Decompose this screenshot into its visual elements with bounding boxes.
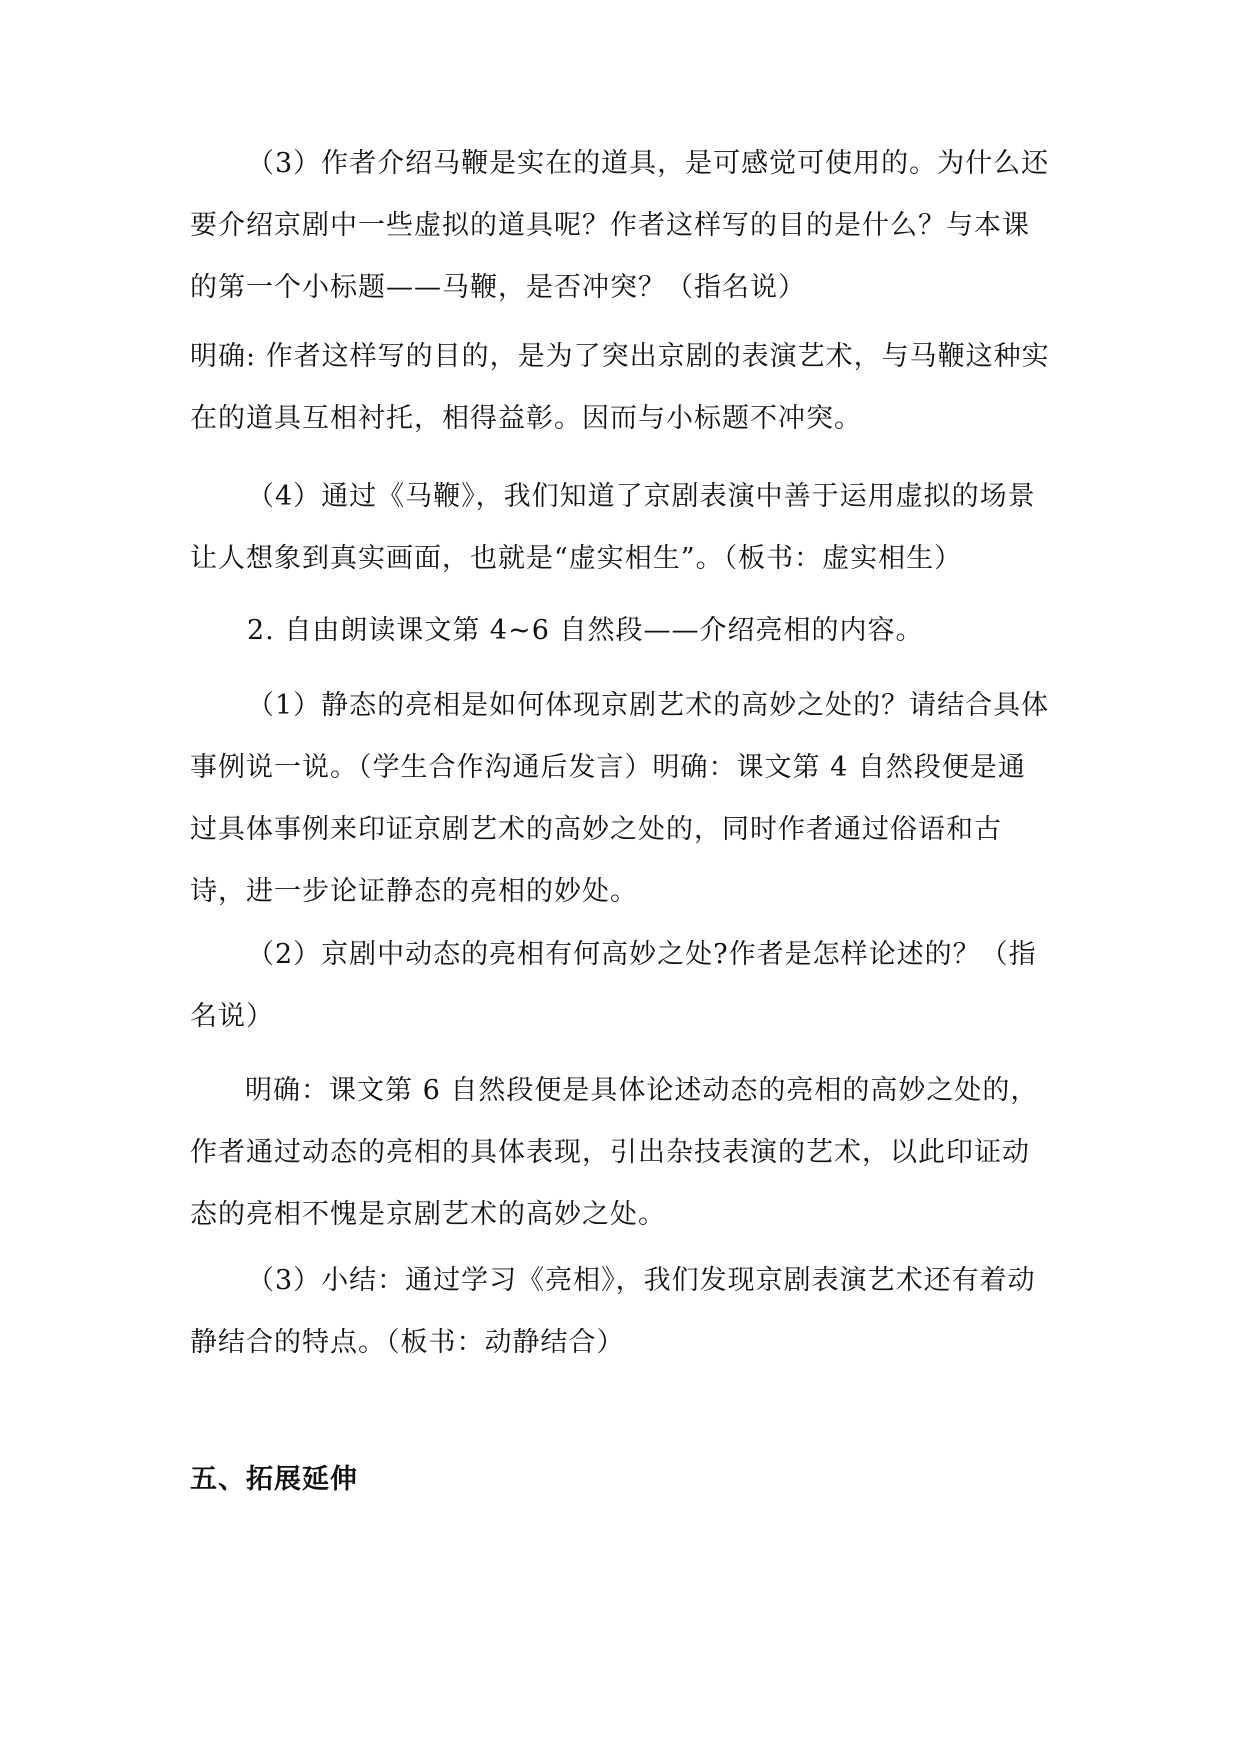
paragraph-answer-dynamic: 明确：课文第 6 自然段便是具体论述动态的亮相的高妙之处的，作者通过动态的亮相的具体表现，引出杂技表演的艺术，以此印证动态的亮相不愧是京剧艺术的高妙之处。	[190, 1075, 1039, 1230]
paragraph-q3-props: （3）作者介绍马鞭是实在的道具，是可感觉可使用的。为什么还要介绍京剧中一些虚拟的道具呢？作者这样写的目的是什么？与本课的第一个小标题——马鞭，是否冲突？（指名说）	[190, 148, 1050, 303]
paragraph-task-2: 2. 自由朗读课文第 4~6 自然段——介绍亮相的内容。	[247, 615, 924, 646]
section-heading-extension: 五、拓展延伸	[190, 1464, 358, 1495]
paragraph-q2-dynamic-pose: （2）京剧中动态的亮相有何高妙之处?作者是怎样论述的？（指名说）	[190, 939, 1037, 1032]
paragraph-q1-static-pose: （1）静态的亮相是如何体现京剧艺术的高妙之处的？请结合具体事例说一说。（学生合作沟通后发言）明确：课文第 4 自然段便是通过具体事例来印证京剧艺术的高妙之处的，同时作者通过俗语和古诗，进一步论证静态的亮相的妙处。	[190, 690, 1050, 907]
paragraph-answer-props: 明确: 作者这样写的目的，是为了突出京剧的表演艺术，与马鞭这种实在的道具互相衬托，相得益彰。因而与小标题不冲突。	[190, 341, 1050, 434]
paragraph-summary: （3）小结：通过学习《亮相》，我们发现京剧表演艺术还有着动静结合的特点。（板书：动静结合）	[190, 1265, 1036, 1358]
paragraph-q4-virtual-real: （4）通过《马鞭》，我们知道了京剧表演中善于运用虚拟的场景让人想象到真实画面，也就是“虚实相生”。（板书：虚实相生）	[190, 481, 1036, 574]
